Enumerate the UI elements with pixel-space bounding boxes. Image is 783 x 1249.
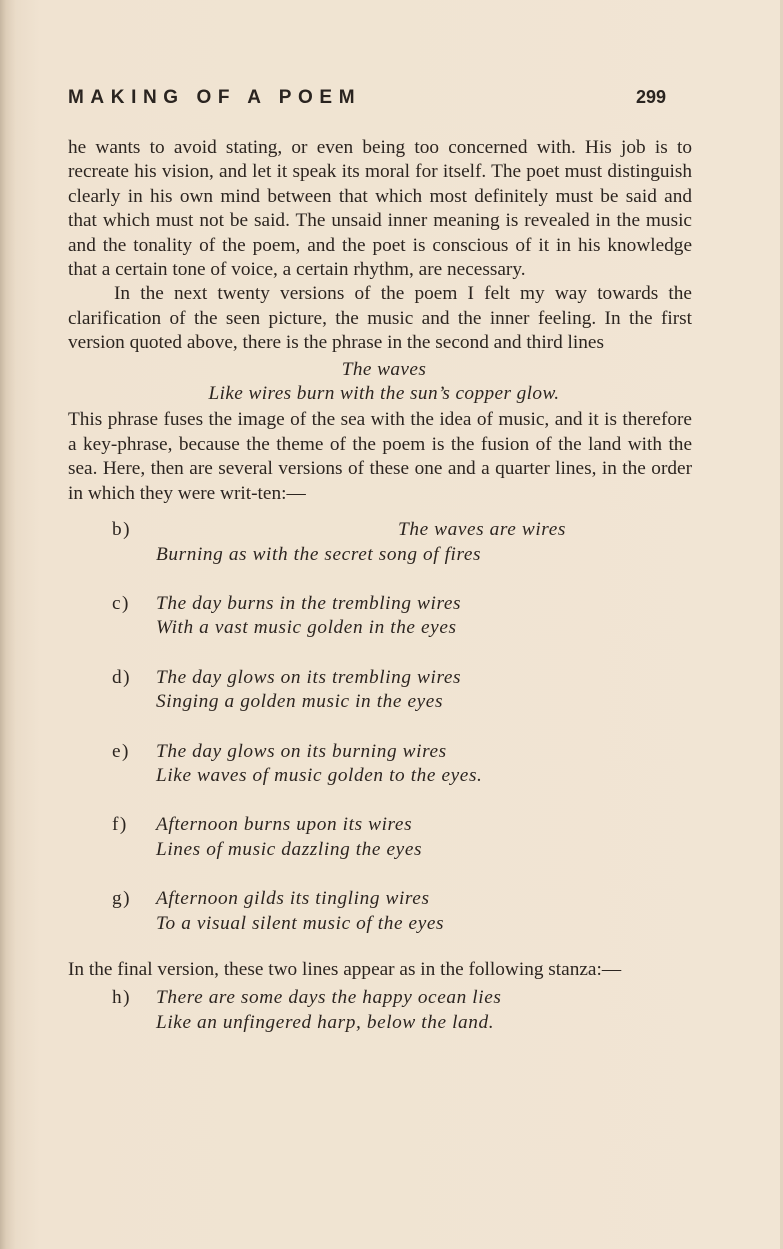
versions-list <box>68 518 692 936</box>
version-line-2: Burning as with the secret song of fires <box>156 543 482 565</box>
final-version-line-2: Like an unfingered harp, below the land. <box>156 1011 495 1033</box>
version-line-2: To a visual silent music of the eyes <box>156 912 445 934</box>
version-label: d) <box>112 666 132 688</box>
version-line-2: With a vast music golden in the eyes <box>156 617 457 639</box>
version-label: f) <box>112 814 128 836</box>
page-number: 299 <box>635 87 666 107</box>
version-item <box>68 813 692 862</box>
version-line-1: The day glows on its trembling wires <box>156 666 462 688</box>
version-line-2: Singing a golden music in the eyes <box>156 691 444 713</box>
version-line-1: The day glows on its burning wires <box>156 740 447 762</box>
version-label: g) <box>112 888 132 910</box>
version-line-1: Afternoon gilds its tingling wires <box>156 888 430 910</box>
quoted-phrase-line-1: The waves <box>341 358 427 380</box>
version-item <box>68 887 692 936</box>
version-item <box>68 666 692 715</box>
version-label: b) <box>112 519 132 541</box>
version-item <box>68 740 692 789</box>
quoted-phrase-line-2: Like wires burn with the sun’s copper glow. <box>208 383 560 405</box>
final-version <box>68 986 692 1035</box>
page-header <box>68 87 666 113</box>
version-item <box>68 592 692 641</box>
paragraph-1: he wants to avoid stating, or even being too concerned with. His job is to recreate his vision, and let it speak its moral for itself. The poet must distinguish clearly in his own mind between that which most definitely must be said and that which must not be said. The unsaid inner meaning is revealed in the music and the tonality of the poem, and the poet is conscious of it in his knowledge that a certain tone of voice, a certain rhythm, are necessary. <box>68 137 692 281</box>
version-label: h) <box>112 987 132 1009</box>
version-line-1: Afternoon burns upon its wires <box>156 814 413 836</box>
version-label: c) <box>112 592 130 614</box>
version-line-1: The waves are wires <box>398 519 566 541</box>
final-version-line-1: There are some days the happy ocean lies <box>156 987 502 1009</box>
version-line-1: The day burns in the trembling wires <box>156 592 462 614</box>
paragraph-2: In the next twenty versions of the poem I felt my way towards the clarification of the seen picture, the music and the inner feeling. In the first version quoted above, there is the phrase in the second and third lines <box>68 283 692 354</box>
page-body <box>68 136 692 1035</box>
running-title: MAKING OF A POEM <box>68 87 362 108</box>
version-line-2: Lines of music dazzling the eyes <box>156 838 423 860</box>
version-label: e) <box>112 740 130 762</box>
version-item <box>68 518 692 567</box>
version-line-2: Like waves of music golden to the eyes. <box>156 764 483 786</box>
quoted-phrase <box>68 358 692 407</box>
paragraph-3: This phrase fuses the image of the sea with the idea of music, and it is therefore a key-phrase, because the theme of the poem is the fusion of the land with the sea. Here, then are several versions of these one and a quarter lines, in the order in which they were writ-ten:— <box>68 409 692 504</box>
paragraph-4: In the final version, these two lines appear as in the following stanza:— <box>68 958 622 980</box>
